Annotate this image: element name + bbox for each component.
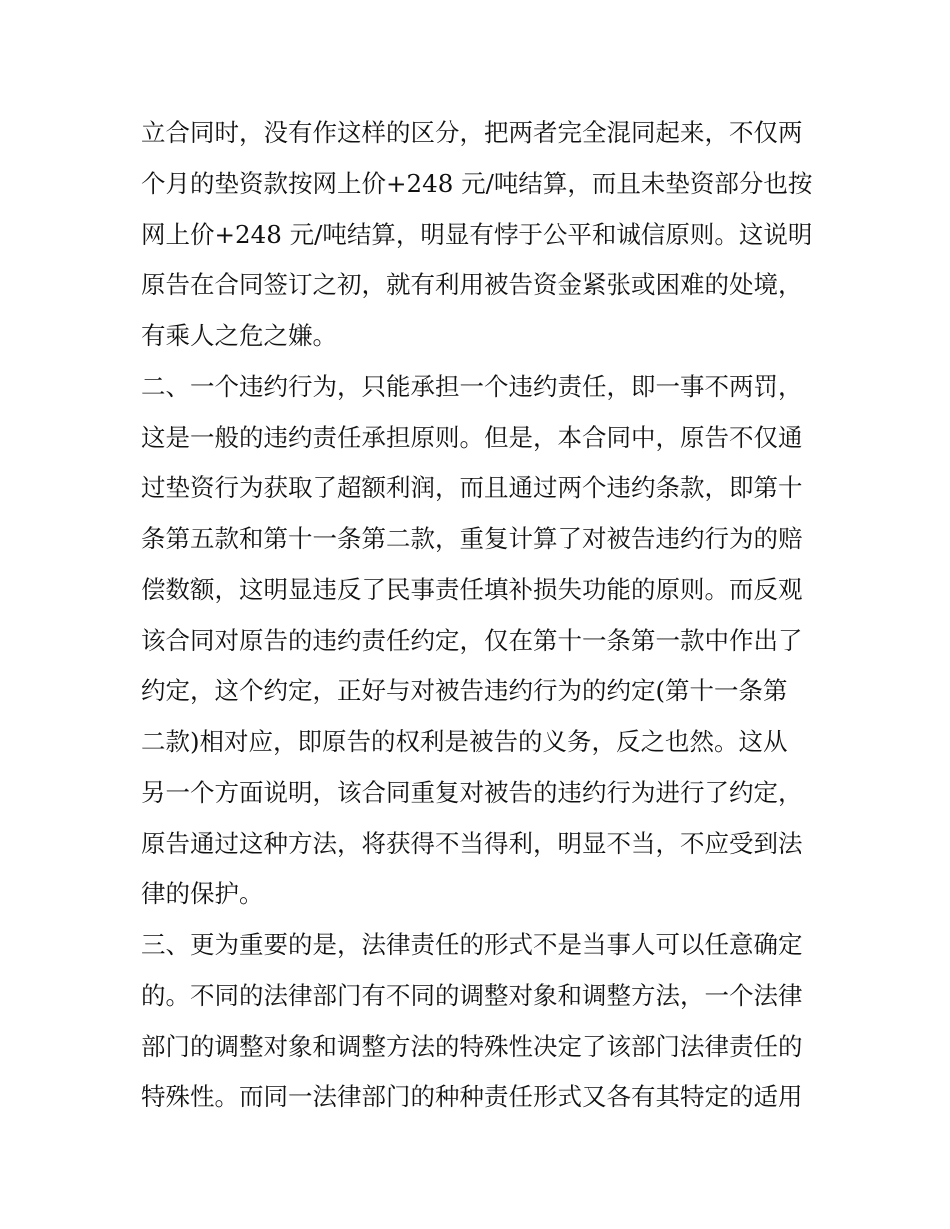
text-line: 另一个方面说明，该合同重复对被告的违约行为进行了约定， [141,777,803,807]
text-line: 律的保护。 [141,879,264,909]
text-line: 过垫资行为获取了超额利润，而且通过两个违约条款，即第十 [141,473,803,503]
text-line: 二、一个违约行为，只能承担一个违约责任，即一事不两罚， [141,371,803,401]
text-line: 该合同对原告的违约责任约定，仅在第十一条第一款中作出了 [141,625,803,655]
text-line: 约定，这个约定，正好与对被告违约行为的约定(第十一条第 [141,676,788,706]
text-line: 二款)相对应，即原告的权利是被告的义务，反之也然。这从 [141,727,788,756]
body-text [141,108,821,1123]
text-line: 网上价+248 元/吨结算，明显有悖于公平和诚信原则。这说明 [141,219,813,249]
text-line: 立合同时，没有作这样的区分，把两者完全混同起来，不仅两 [141,118,803,147]
text-line: 原告在合同签订之初，就有利用被告资金紧张或困难的处境， [141,270,803,300]
text-line: 个月的垫资款按网上价+248 元/吨结算，而且未垫资部分也按 [141,168,813,198]
text-line: 原告通过这种方法，将获得不当得利，明显不当，不应受到法 [141,828,803,858]
text-line: 部门的调整对象和调整方法的特殊性决定了该部门法律责任的 [141,1031,803,1061]
text-line: 特殊性。而同一法律部门的种种责任形式又各有其特定的适用 [141,1082,803,1112]
text-line: 的。不同的法律部门有不同的调整对象和调整方法，一个法律 [141,980,803,1010]
text-line: 三、更为重要的是，法律责任的形式不是当事人可以任意确定 [141,930,803,959]
text-line: 有乘人之危之嫌。 [141,321,337,350]
text-line: 条第五款和第十一条第二款，重复计算了对被告违约行为的赔 [141,524,803,553]
text-line: 偿数额，这明显违反了民事责任填补损失功能的原则。而反观 [141,574,803,604]
text-line: 这是一般的违约责任承担原则。但是，本合同中，原告不仅通 [141,422,803,452]
